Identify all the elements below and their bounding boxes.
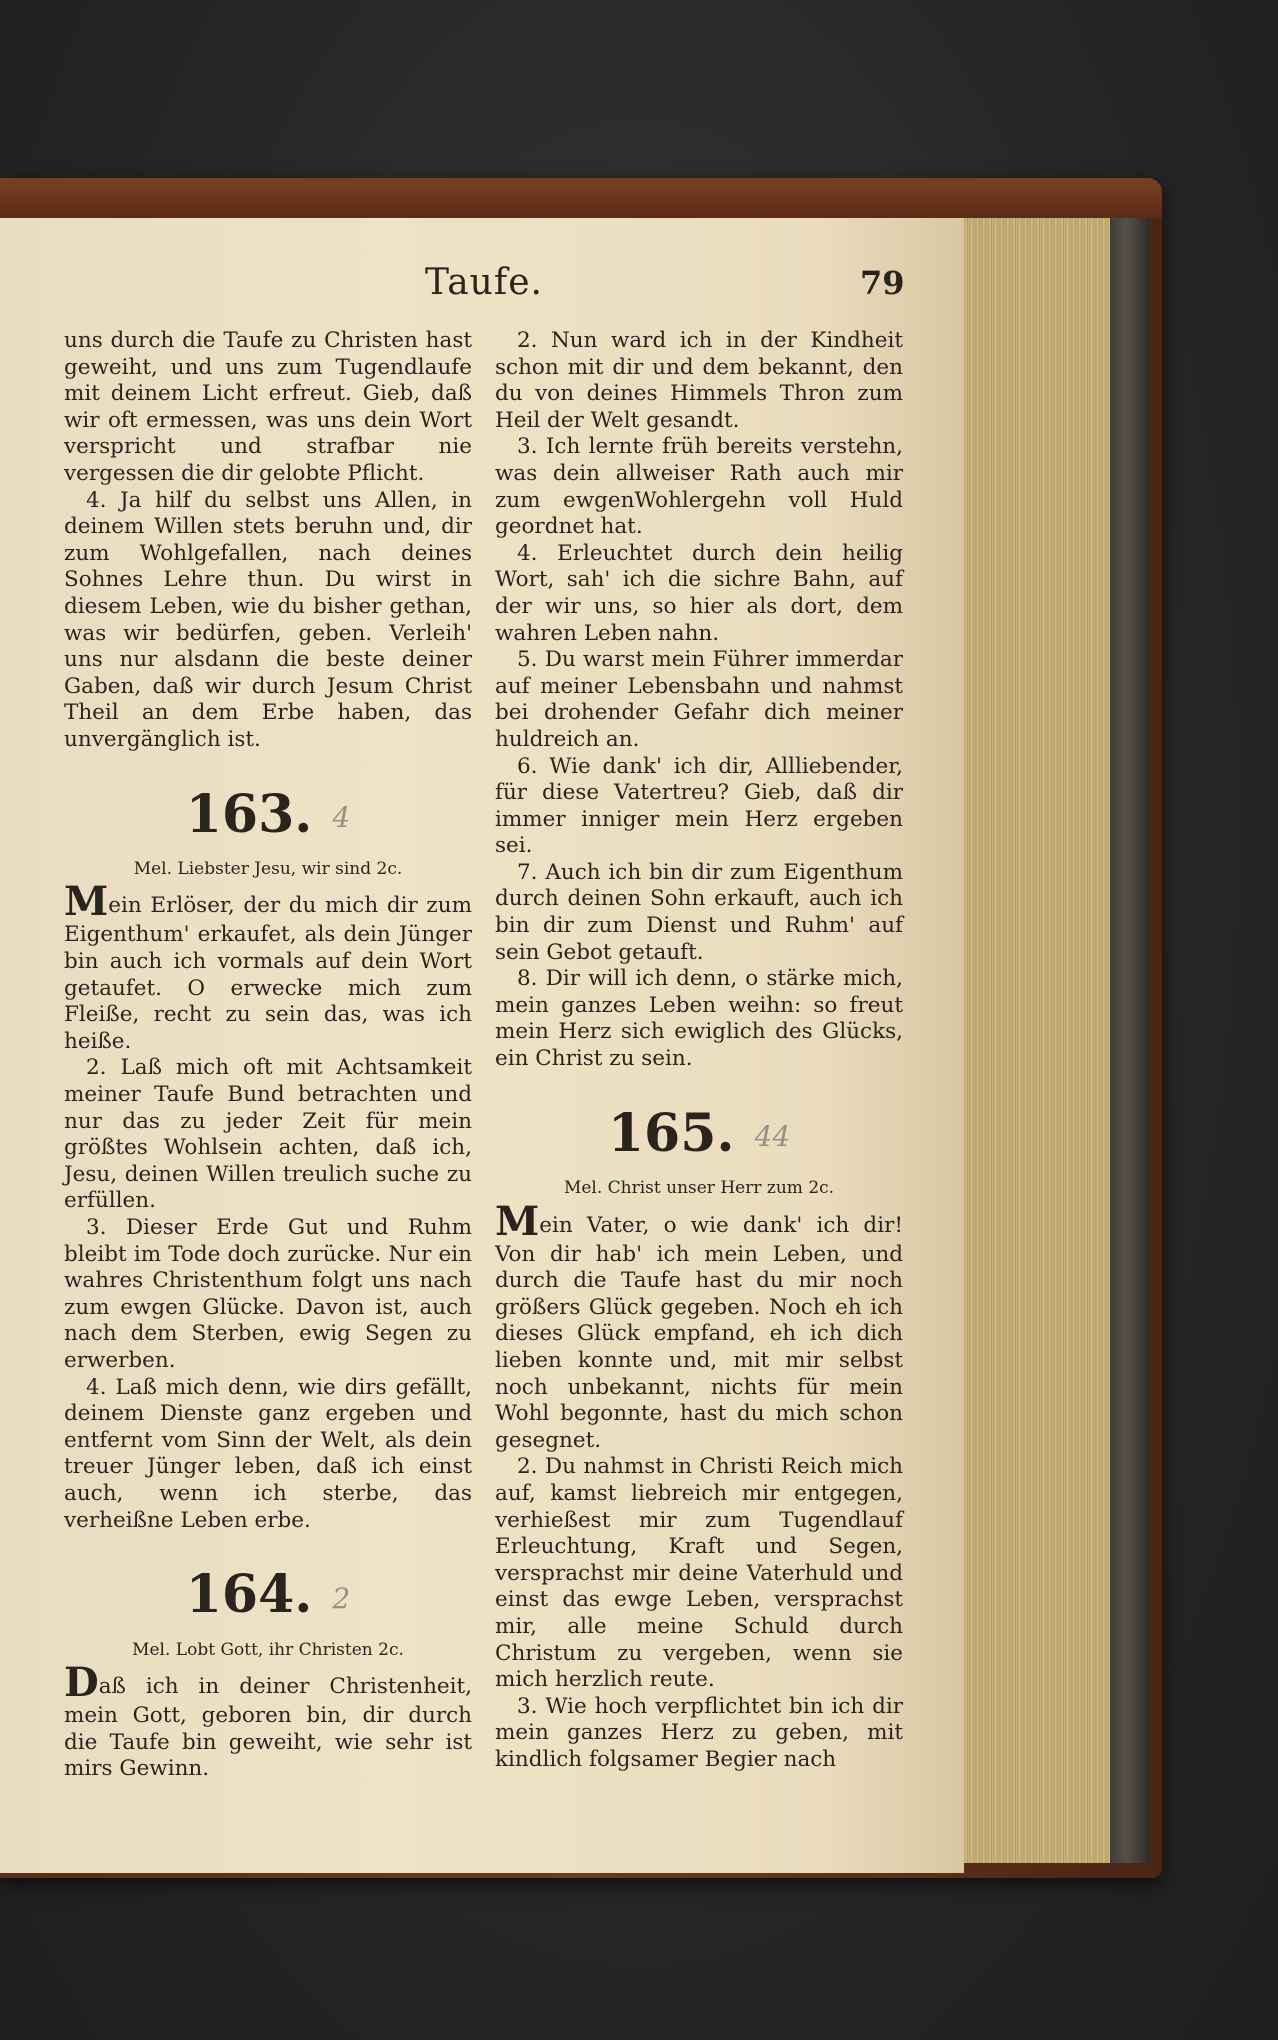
stanza: 4. Laß mich denn, wie dirs gefällt, deinem Dienste ganz ergeben und entfernt vom Sinn der Welt, als dein treuer Jünger leben, daß ich einst auch, wenn ich sterbe, das verheißne Leben erbe. [64, 1374, 472, 1533]
stanza: 3. Ich lernte früh bereits verstehn, was dein allweiser Rath auch mir zum ewgenWohlergehn voll Huld geordnet hat. [495, 434, 903, 540]
hymn-first-stanza [495, 1197, 903, 1455]
hymn-number-165 [495, 1103, 903, 1165]
melody-line: Mel. Liebster Jesu, wir sind 2c. [133, 858, 403, 879]
hymn-number-163 [64, 784, 472, 846]
hymn-first-stanza [64, 1659, 472, 1783]
stanza: 2. Laß mich oft mit Achtsamkeit meiner Taufe Bund betrachten und nur das zu jeder Zeit für mein größtes Wohlsein achten, daß ich, Jesu, deinen Willen treulich suche zu erfüllen. [64, 1055, 472, 1214]
stanza: 4. Erleuchtet durch dein heilig Wort, sah' ich die sichre Bahn, auf der wir uns, so hier als dort, dem wahren Leben nahn. [495, 540, 903, 646]
pencil-annotation: 44 [754, 1120, 791, 1154]
hymn-number-164 [64, 1564, 472, 1626]
stanza: 2. Du nahmst in Christi Reich mich auf, kamst liebreich mir entgegen, verhießest mir zum Tugendlauf Erleuchtung, Kraft und Segen, versprachst mir deine Vaterhuld und einst das ewge Leben, versprachst mir, alle meine Schuld durch Christum zu vergeben, wenn sie mich herzlich reute. [495, 1454, 903, 1693]
hymn-number-label: 164. [185, 1564, 313, 1626]
stanza: 3. Wie hoch verpflichtet bin ich dir mein ganzes Herz zu geben, mit kindlich folgsamer Begier nach [495, 1693, 903, 1772]
running-title: Taufe. [425, 262, 543, 303]
stanza: 8. Dir will ich denn, o stärke mich, mein ganzes Leben weihn: so freut mein Herz sich ewiglich des Glücks, ein Christ zu sein. [495, 966, 903, 1072]
melody-line: Mel. Lobt Gott, ihr Christen 2c. [132, 1639, 404, 1660]
stanza-text: aß ich in deiner Christenheit, mein Gott, geboren bin, dir durch die Taufe bin geweiht, wie sehr ist mirs Gewinn. [64, 1674, 472, 1782]
running-head [0, 262, 964, 312]
stanza-text: ein Vater, o wie dank' ich dir! Von dir hab' ich mein Leben, und durch die Taufe hast du mir noch größers Glück gegeben. Noch eh ich dieses Glück empfand, eh ich dich lieben konnte und, mit mir selbst noch unbekannt, nichts für mein Wohl begonnte, hast du mich schon gesegnet. [495, 1212, 903, 1453]
stanza: 6. Wie dank' ich dir, Allliebender, für diese Vatertreu? Gieb, daß dir immer inniger mein Herz ergeben sei. [495, 753, 903, 859]
book-spine [1110, 218, 1150, 1863]
right-column [495, 328, 903, 1773]
pencil-annotation: 4 [332, 801, 351, 835]
left-column [64, 328, 472, 1783]
book-page [0, 218, 964, 1873]
stanza-text: ein Erlöser, der du mich dir zum Eigenthum' erkaufet, als dein Jünger bin auch ich vormals auf dein Wort getaufet. O erwecke mich zum Fleiße, recht zu sein das, was ich heiße. [64, 893, 472, 1054]
drop-cap: M [64, 878, 109, 926]
page-number: 79 [860, 264, 905, 302]
drop-cap: D [64, 1659, 99, 1707]
stanza: 7. Auch ich bin dir zum Eigenthum durch deinen Sohn erkauft, auch ich bin dir zum Dienst und Ruhm' auf sein Gebot getauft. [495, 859, 903, 965]
stanza: 2. Nun ward ich in der Kindheit schon mit dir und dem bekannt, den du von deines Himmels Thron zum Heil der Welt gesandt. [495, 328, 903, 433]
melody-line: Mel. Christ unser Herr zum 2c. [563, 1178, 835, 1199]
hymn-number-label: 163. [185, 783, 313, 845]
hymn-first-stanza [64, 878, 472, 1055]
stanza: 3. Dieser Erde Gut und Ruhm bleibt im Tode doch zurücke. Nur ein wahres Christenthum folgt uns nach zum ewgen Glücke. Davon ist, auch nach dem Sterben, ewig Segen zu erwerben. [64, 1215, 472, 1373]
stanza: 5. Du warst mein Führer immerdar auf meiner Lebensbahn und nahmst bei drohender Gefahr dich meiner huldreich an. [495, 647, 903, 752]
continued-stanza: uns durch die Taufe zu Christen hast geweiht, und uns zum Tugendlaufe mit deinem Licht erfreut. Gieb, daß wir oft ermessen, was uns dein Wort verspricht und strafbar nie vergessen die dir gelobte Pflicht. [64, 328, 472, 486]
drop-cap: M [495, 1197, 540, 1245]
hymn-number-label: 165. [607, 1102, 735, 1164]
book-cover-top-edge [0, 178, 1162, 218]
stanza: 4. Ja hilf du selbst uns Allen, in deinem Willen stets beruhn und, dir zum Wohlgefallen, nach deines Sohnes Lehre thun. Du wirst in diesem Leben, wie du bisher gethan, was wir bedürfen, geben. Verleih' uns nur alsdann die beste deiner Gaben, daß wir durch Jesum Christ Theil an dem Erbe haben, das unvergänglich ist. [64, 487, 472, 752]
page-content [0, 218, 964, 1873]
page-edges [960, 218, 1112, 1863]
pencil-annotation: 2 [332, 1581, 351, 1615]
